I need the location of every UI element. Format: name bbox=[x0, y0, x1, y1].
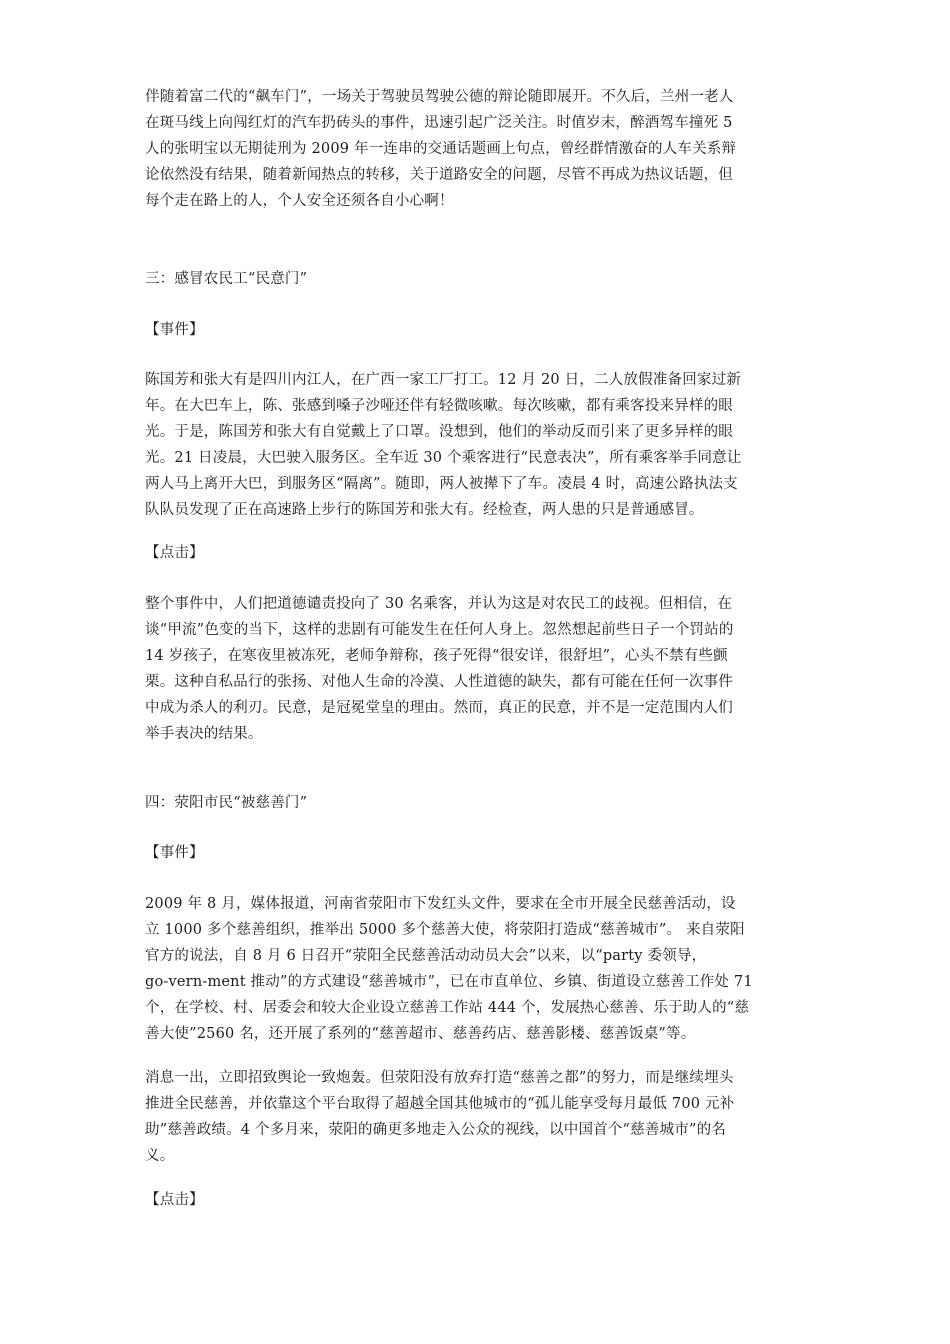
section-heading: 三：感冒农民工“民意门” bbox=[145, 271, 308, 287]
comment-line: 栗。这种自私品行的张扬、对他人生命的冷漠、人性道德的缺失，都有可能在任何一次事件 bbox=[145, 674, 733, 690]
comment-label: 【点击】 bbox=[145, 545, 204, 561]
event-label: 【事件】 bbox=[145, 322, 204, 338]
intro-line: 伴随着富二代的“飙车门”，一场关于驾驶员驾驶公德的辩论随即展开。不久后，兰州一老人 bbox=[145, 89, 734, 105]
event-line: 队队员发现了正在高速路上步行的陈国芳和张大有。经检查，两人患的只是普通感冒。 bbox=[145, 502, 704, 518]
event-line: 光。于是，陈国芳和张大有自觉戴上了口罩。没想到，他们的举动反而引来了更多异样的眼 bbox=[145, 424, 733, 440]
event-line: 光。21 日凌晨，大巴驶入服务区。全车近 30 个乘客进行“民意表决”，所有乘客举手同意让 bbox=[145, 450, 742, 466]
event-line: 陈国芳和张大有是四川内江人，在广西一家工厂打工。12 月 20 日，二人放假准备回家过新 bbox=[145, 372, 742, 388]
section3-heading bbox=[145, 266, 808, 292]
section4-event-label bbox=[145, 840, 808, 866]
event-line: 个，在学校、村、居委会和较大企业设立慈善工作站 444 个，发展热心慈善、乐于助人的“慈 bbox=[145, 1000, 750, 1016]
section-heading: 四：荥阳市民“被慈善门” bbox=[145, 795, 308, 811]
section3-comment-paragraph bbox=[145, 591, 808, 747]
event-line: 立 1000 多个慈善组织，推举出 5000 多个慈善大使，将荥阳打造成“慈善城市”。 来自荥阳 bbox=[145, 922, 745, 938]
event-line: 两人马上离开大巴，到服务区“隔离”。随即，两人被撵下了车。凌晨 4 时，高速公路执法支 bbox=[145, 476, 738, 492]
section3-event-paragraph bbox=[145, 367, 808, 523]
section4-news-paragraph bbox=[145, 1065, 808, 1169]
event-line: 年。在大巴车上，陈、张感到嗓子沙哑还伴有轻微咳嗽。每次咳嗽，都有乘客投来异样的眼 bbox=[145, 398, 733, 414]
intro-paragraph bbox=[145, 84, 808, 214]
section3-comment-label bbox=[145, 540, 808, 566]
event-line: 善大使”2560 名，还开展了系列的“慈善超市、慈善药店、慈善影楼、慈善饭桌”等。 bbox=[145, 1026, 696, 1042]
comment-line: 14 岁孩子，在寒夜里被冻死，老师争辩称，孩子死得“很安详，很舒坦”，心头不禁有些颤 bbox=[145, 648, 728, 664]
comment-line: 谈“甲流”色变的当下，这样的悲剧有可能发生在任何人身上。忽然想起前些日子一个罚站的 bbox=[145, 622, 734, 638]
news-line: 助”慈善政绩。4 个多月来，荥阳的确更多地走入公众的视线，以中国首个“慈善城市”的名 bbox=[145, 1122, 726, 1138]
comment-line: 中成为杀人的利刃。民意，是冠冕堂皇的理由。然而，真正的民意，并不是一定范围内人们 bbox=[145, 700, 733, 716]
event-label: 【事件】 bbox=[145, 845, 204, 861]
intro-line: 每个走在路上的人，个人安全还须各自小心啊！ bbox=[145, 193, 454, 209]
event-line: 2009 年 8 月，媒体报道，河南省荥阳市下发红头文件，要求在全市开展全民慈善活动，设 bbox=[145, 896, 736, 912]
news-line: 消息一出，立即招致舆论一致炮轰。但荥阳没有放弃打造“慈善之都”的努力，而是继续埋头 bbox=[145, 1070, 734, 1086]
news-line: 推进全民慈善，并依靠这个平台取得了超越全国其他城市的“孤儿能享受每月最低 700 元补 bbox=[145, 1096, 735, 1112]
news-line: 义。 bbox=[145, 1148, 175, 1164]
section4-heading bbox=[145, 790, 808, 816]
intro-line: 人的张明宝以无期徒刑为 2009 年一连串的交通话题画上句点，曾经群情激奋的人车关系辩 bbox=[145, 141, 737, 157]
event-line: go-vern-ment 推动”的方式建设“慈善城市”，已在市直单位、乡镇、街道设立慈善工作处 71 bbox=[145, 974, 753, 990]
comment-line: 举手表决的结果。 bbox=[145, 726, 263, 742]
comment-label: 【点击】 bbox=[145, 1192, 204, 1208]
intro-line: 论依然没有结果，随着新闻热点的转移，关于道路安全的问题，尽管不再成为热议话题，但 bbox=[145, 167, 733, 183]
intro-line: 在斑马线上向闯红灯的汽车扔砖头的事件，迅速引起广泛关注。时值岁末，醉酒驾车撞死 5 bbox=[145, 115, 733, 131]
section3-event-label bbox=[145, 317, 808, 343]
section4-comment-label bbox=[145, 1187, 808, 1213]
comment-line: 整个事件中，人们把道德谴责投向了 30 名乘客，并认为这是对农民工的歧视。但相信，在 bbox=[145, 596, 733, 612]
event-line: 官方的说法，自 8 月 6 日召开“荥阳全民慈善活动动员大会”以来，以“party 委领导， bbox=[145, 948, 707, 964]
section4-event-paragraph bbox=[145, 891, 808, 1047]
